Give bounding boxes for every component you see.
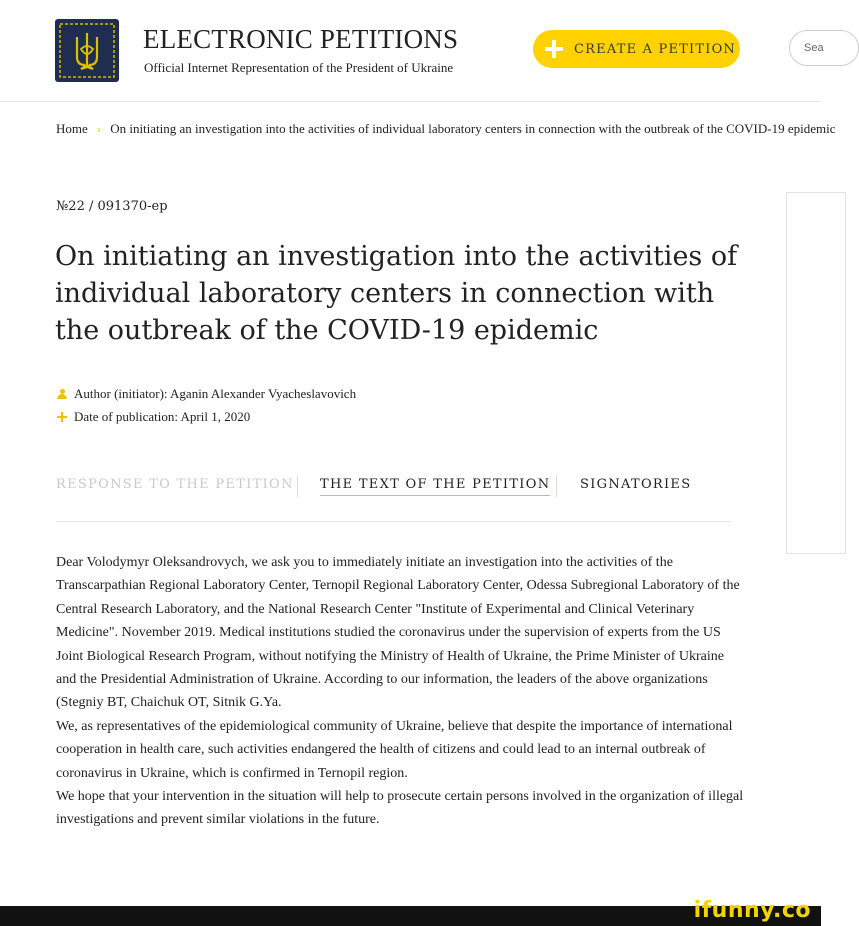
breadcrumb-home-link[interactable]: Home (56, 121, 88, 136)
ifunny-watermark: ifunny.co (693, 898, 811, 923)
watermark-bar (0, 898, 821, 926)
site-header (0, 0, 824, 102)
publication-date-text: Date of publication: April 1, 2020 (74, 409, 251, 424)
chevron-right-icon: › (96, 123, 102, 136)
create-petition-button[interactable] (533, 30, 740, 68)
breadcrumb (56, 121, 835, 137)
petition-tabs (56, 470, 730, 522)
trident-logo-icon[interactable] (55, 19, 119, 82)
person-icon (57, 389, 67, 400)
tab-text-of-petition[interactable]: THE TEXT OF THE PETITION (320, 477, 550, 496)
plus-icon (57, 412, 67, 422)
author-line (56, 386, 356, 402)
petition-title: On initiating an investigation into the activities of individual laboratory centers in connection with the outbreak of the COVID-19 epidemic (55, 241, 738, 346)
petition-paragraph: We, as representatives of the epidemiological community of Ukraine, believe that despite the importance of international cooperation in health care, such activities endangered the health of citizens and could lead to an internal outbreak of coronavirus in Ukraine, which is confirmed in Ternopil region. (56, 718, 733, 781)
site-title[interactable]: ELECTRONIC PETITIONS (143, 24, 459, 54)
create-petition-label: CREATE A PETITION (574, 41, 736, 57)
plus-icon (545, 40, 563, 58)
site-subtitle: Official Internet Representation of the President of Ukraine (144, 60, 454, 75)
tab-divider (297, 475, 298, 497)
petition-body (56, 551, 746, 832)
tab-divider (556, 475, 557, 497)
breadcrumb-current: On initiating an investigation into the activities of individual laboratory centers in connection with the outbreak of the COVID-19 epidemic (110, 121, 836, 136)
date-line (56, 409, 250, 425)
right-side-panel (786, 192, 846, 554)
author-text: Author (initiator): Aganin Alexander Vyacheslavovich (74, 386, 357, 401)
tab-signatories[interactable]: SIGNATORIES (580, 477, 692, 492)
tab-response[interactable]: RESPONSE TO THE PETITION (56, 477, 294, 492)
petition-number: №22 / 091370-ep (56, 199, 168, 214)
petition-paragraph: Dear Volodymyr Oleksandrovych, we ask you to immediately initiate an investigation into the activities of the Transcarpathian Regional Laboratory Center, Ternopil Regional Laboratory Center, Odessa Subregional Laboratory of the Central Research Laboratory, and the National Research Center "Institute of Experimental and Clinical Veterinary Medicine". November 2019. Medical institutions studied the coronavirus under the supervision of experts from the US Joint Biological Research Program, without notifying the Ministry of Health of Ukraine, the Prime Minister of Ukraine and the Presidential Administration of Ukraine. According to our information, the leaders of the above organizations (Stegniy BT, Chaichuk OT, Sitnik G.Ya. (56, 555, 740, 711)
search-input[interactable]: Sea (789, 30, 859, 66)
petition-paragraph: We hope that your intervention in the situation will help to prosecute certain persons involved in the organization of illegal investigations and prevent similar violations in the future. (56, 789, 744, 828)
